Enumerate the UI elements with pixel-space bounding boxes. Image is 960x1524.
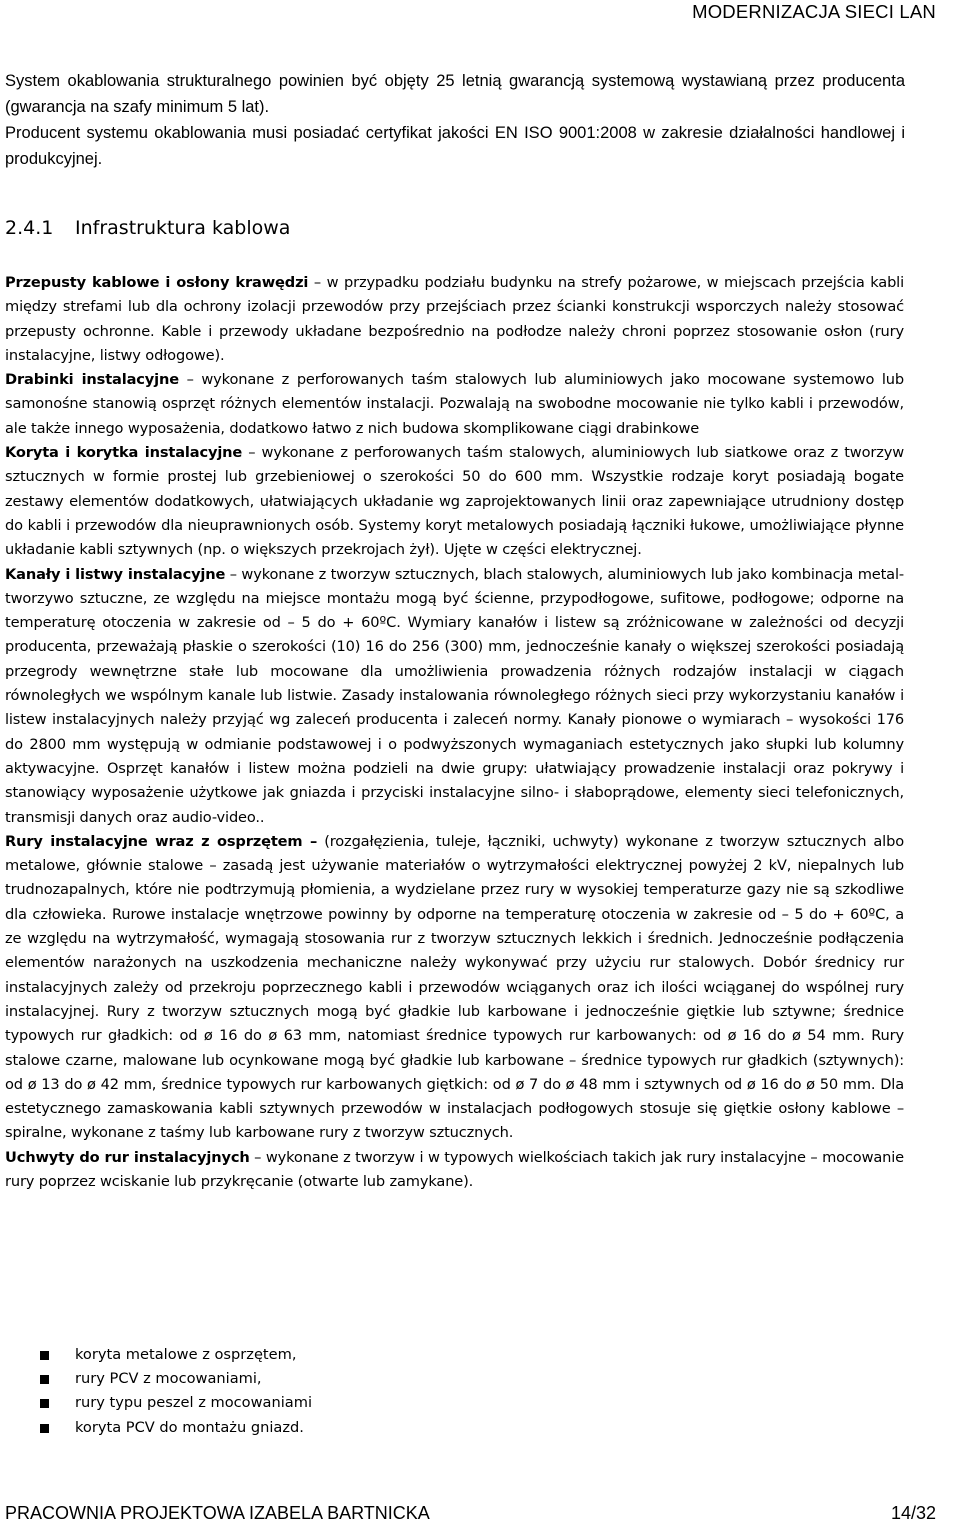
- paragraph-term: Rury instalacyjne wraz z osprzętem –: [5, 832, 318, 850]
- list-item-text: koryta metalowe z osprzętem,: [75, 1346, 297, 1363]
- bullet-square-icon: [40, 1375, 49, 1384]
- page-number: 14/32: [890, 1503, 936, 1523]
- paragraph-uchwyty: [5, 1146, 904, 1195]
- section-body: [5, 271, 904, 1194]
- paragraph-drabinki: [5, 368, 904, 441]
- paragraph-term: Kanały i listwy instalacyjne: [5, 565, 226, 583]
- list-item: [40, 1367, 312, 1391]
- section-title: Infrastruktura kablowa: [75, 217, 291, 239]
- page-header-title: MODERNIZACJA SIECI LAN: [692, 1, 936, 22]
- paragraph-term: Koryta i korytka instalacyjne: [5, 444, 243, 462]
- paragraph-term: Przepusty kablowe i osłony krawędzi: [5, 274, 309, 291]
- paragraph-rury: [5, 830, 904, 1146]
- paragraph-text: – wykonane z perforowanych taśm stalowych, aluminiowych lub siatkowe oraz z tworzyw sztucznych w formie prostej lub grzebieniowej o szerokości 50 do 600 mm. Wszystkie rodzaje koryt posiadają bogate zestawy elementów dodatkowych, ułatwiających układanie wg zaprojektowanych linii oraz zapewniające utrudniony dostęp do kabli i przewodów dla nieuprawnionych osób. Systemy koryt metalowych posiadają łączniki łukowe, umożliwiające płynne układanie kabli sztywnych (np. o większych przekrojach żył). Ujęte w części elektrycznej.: [5, 444, 904, 559]
- section-number: 2.4.1: [5, 217, 54, 239]
- paragraph-kanaly: [5, 563, 904, 830]
- list-item: [40, 1343, 312, 1367]
- paragraph-term: Uchwyty do rur instalacyjnych: [5, 1148, 250, 1166]
- intro-paragraph-certificate: Producent systemu okablowania musi posiadać certyfikat jakości EN ISO 9001:2008 w zakresie działalności handlowej i produkcyjnej.: [5, 124, 905, 168]
- intro-block: [5, 68, 905, 172]
- paragraph-text: – wykonane z perforowanych taśm stalowych lub aluminiowych jako mocowane systemowo lub samonośne stanowią osprzęt różnych elementów instalacji. Pozwalają na swobodne mocowanie nie tylko kabli i przewodów, ale także innego wyposażenia, dodatkowo łatwo z nich budowa skomplikowane ciągi drabinkowe: [5, 371, 904, 437]
- paragraph-term: Drabinki instalacyjne: [5, 371, 179, 389]
- list-item-text: rury typu peszel z mocowaniami: [75, 1394, 313, 1412]
- paragraph-text: – wykonane z tworzyw i w typowych wielkościach takich jak rury instalacyjne – mocowanie rury poprzez wciskanie lub przykręcanie (otwarte lub zamykane).: [5, 1148, 905, 1190]
- paragraph-koryta: [5, 441, 904, 562]
- section-heading: [5, 214, 290, 242]
- bullet-square-icon: [40, 1424, 49, 1433]
- paragraph-text: – w przypadku podziału budynku na strefy pożarowe, w miejscach przejścia kabli między strefami lub dla ochrony izolacji przewodów przy przejściach przez ścianki konstrukcji wsporczych należy stosować przepusty ochronne. Kable i przewody układane bezpośrednio na podłodze należy chroni poprzez stosowanie osłon (rury instalacyjne, listwy odłogowe).: [5, 274, 904, 364]
- bullet-square-icon: [40, 1351, 49, 1360]
- bullet-square-icon: [40, 1399, 49, 1408]
- bullet-list: [40, 1343, 312, 1440]
- paragraph-text: (rozgałęzienia, tuleje, łączniki, uchwyty) wykonane z tworzyw sztucznych albo metalowe, głównie stalowe – zasadą jest używanie materiałów o wytrzymałości elektrycznej powyżej 2 kV, niepalnych lub trudnozapalnych, które nie podtrzymują płomienia, a wydzielane przez rury w wysokiej temperaturze gazy nie są szkodliwe dla człowieka. Rurowe instalacje wnętrzowe powinny by odporne na temperaturę otoczenia w zakresie od – 5 do + 60ºC, a ze względu na wytrzymałość, wymagają stosowania rur z tworzyw sztucznych lekkich i średnich. Jednocześnie podłączenia elementów narażonych na uszkodzenia mechaniczne należy wykonywać przy użyciu rur stalowych. Dobór średnicy rur instalacyjnych zależy od przekroju poprzecznego kabli i przewodów wciąganych oraz ich ilości wciąganej do wspólnej rury instalacyjnej. Rury z tworzyw sztucznych mogą być gładkie lub karbowane i jednocześnie giętkie lub sztywne; średnice typowych rur gładkich: od ø 16 do ø 63 mm, natomiast średnice typowych rur karbowanych: od ø 16 do ø 54 mm. Rury stalowe czarne, malowane lub ocynkowane mogą być gładkie lub karbowane – średnice typowych rur gładkich (sztywnych): od ø 13 do ø 42 mm, średnice typowych rur karbowanych giętkich: od ø 7 do ø 48 mm i sztywnych od ø 16 do ø 50 mm. Dla estetycznego zamaskowania kabli sztywnych przewodów w instalacjach podłogowych stosuje się giętkie osłony kablowe – spiralne, wykonane z taśmy lub karbowane rury z tworzyw sztucznych.: [5, 832, 904, 1142]
- list-item-text: rury PCV z mocowaniami,: [75, 1370, 262, 1388]
- list-item-text: koryta PCV do montażu gniazd.: [75, 1418, 304, 1436]
- paragraph-przepusty: [5, 271, 904, 368]
- footer-company: PRACOWNIA PROJEKTOWA IZABELA BARTNICKA: [5, 1503, 430, 1523]
- intro-paragraph-warranty: System okablowania strukturalnego powinien być objęty 25 letnią gwarancją systemową wystawianą przez producenta (gwarancja na szafy minimum 5 lat).: [5, 72, 905, 116]
- list-item: [40, 1391, 312, 1415]
- paragraph-text: – wykonane z tworzyw sztucznych, blach stalowych, aluminiowych lub jako kombinacja metal-tworzywo sztuczne, ze względu na miejsce montażu mogą być ścienne, przypodłogowe, sufitowe, podłogowe; odporne na temperaturę otoczenia w zakresie od – 5 do + 60ºC. Wymiary kanałów i listew są zróżnicowane w zależności od decyzji producenta, przeważają płaskie o szerokości (10) 16 do 256 (300) mm, jednocześnie kanały o większej szerokości posiadają przegrody wewnętrzne stałe lub mocowane dla umożliwienia prowadzenia różnych rodzajów instalacji w ciągach równoległych we wspólnym kanale lub listwie. Zasady instalowania równoległego różnych sieci przy wykorzystaniu kanałów i listew instalacyjnych należy przyjąć wg zaleceń producenta i zaleceń normy. Kanały pionowe o wymiarach – wysokości 176 do 2800 mm występują w odmianie podstawowej i o podwyższonych wymaganiach estetycznych jako słupki lub kolumny aktywacyjne. Osprzęt kanałów i listew można podzieli na dwie grupy: ułatwiający prowadzenie instalacji oraz pokrywy i stanowiący wyposażenie użytkowe jak gniazda i przyciski instalacyjne silno- i słaboprądowe, elementy sieci telefonicznych, transmisji danych oraz audio-video..: [5, 565, 904, 826]
- list-item: [40, 1416, 312, 1440]
